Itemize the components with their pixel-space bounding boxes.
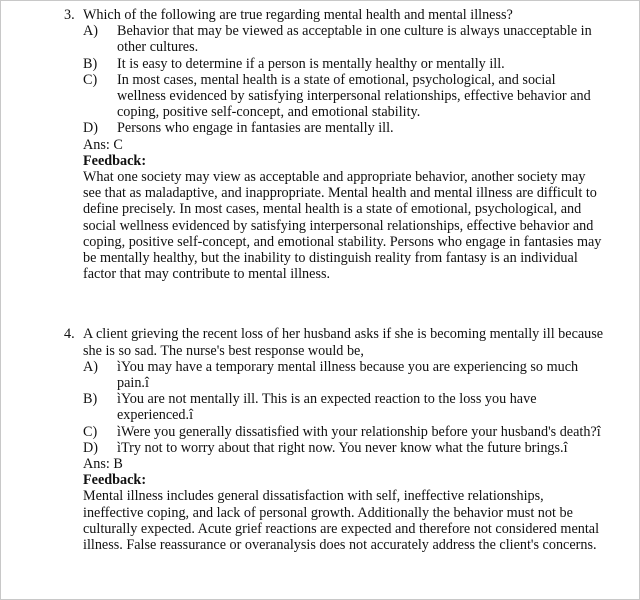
option-letter: C) bbox=[83, 71, 98, 88]
option-d bbox=[83, 440, 604, 456]
option-letter: B) bbox=[83, 391, 98, 408]
option-letter: D) bbox=[83, 120, 98, 137]
option-text: Behavior that may be viewed as acceptable in one culture is always unacceptable in other cultures. bbox=[117, 23, 592, 56]
option-text: ìYou may have a temporary mental illness because you are experiencing so much pain.î bbox=[117, 358, 579, 392]
answer-options bbox=[83, 23, 604, 136]
option-text: It is easy to determine if a person is mentally healthy or mentally ill. bbox=[117, 55, 505, 72]
option-text: ìTry not to worry about that right now. You never know what the future brings.î bbox=[117, 439, 568, 456]
option-letter: B) bbox=[83, 55, 98, 72]
option-b bbox=[83, 391, 604, 423]
question-stem bbox=[64, 326, 604, 358]
option-text: ìYou are not mentally ill. This is an expected reaction to the loss you have experienced.î bbox=[117, 391, 537, 424]
document-content bbox=[64, 7, 604, 553]
option-d bbox=[83, 120, 604, 136]
answer-key: Ans: C bbox=[83, 136, 123, 153]
option-a bbox=[83, 359, 604, 391]
option-letter: C) bbox=[83, 423, 98, 440]
option-text: ìWere you generally dissatisfied with your relationship before your husband's death?î bbox=[117, 423, 601, 440]
option-letter: D) bbox=[83, 439, 98, 456]
question-number: 4. bbox=[64, 326, 75, 343]
option-b bbox=[83, 56, 604, 72]
option-a bbox=[83, 23, 604, 55]
question-stem bbox=[64, 7, 604, 23]
question-text: A client grieving the recent loss of her husband asks if she is becoming mentally ill because she is so sad. The nurse's best response would be, bbox=[83, 326, 604, 359]
question-text: Which of the following are true regarding mental health and mental illness? bbox=[83, 7, 513, 23]
feedback-text: What one society may view as acceptable and appropriate behavior, another society may see that as maladaptive, and inappropriate. Mental health and mental illness are difficult to define precisely. In most cases, mental health is a state of emotional, psychological, and social wellness evidenced by satisfying interpersonal relationships, effective behavior and coping, positive self-concept, and emotional stability. Persons who engage in fantasies may be mentally healthy, but the inability to distinguish reality from fantasy is an individual factor that may contribute to mental illness. bbox=[83, 169, 602, 283]
option-letter: A) bbox=[83, 23, 98, 40]
question-3 bbox=[64, 7, 604, 282]
answer-key: Ans: B bbox=[83, 456, 123, 473]
option-c bbox=[83, 72, 604, 121]
answer-options bbox=[83, 359, 604, 456]
feedback-text: Mental illness includes general dissatisfaction with self, ineffective relationships, ineffective coping, and lack of personal growth. Additionally the behavior must not be culturally expected. Acute grief reactions are expected and therefore not considered mental illness. False reassurance or overanalysis does not accurately address the client's concerns. bbox=[83, 488, 600, 554]
question-number: 3. bbox=[64, 7, 75, 23]
option-text: Persons who engage in fantasies are mentally ill. bbox=[117, 120, 394, 137]
option-letter: A) bbox=[83, 358, 98, 375]
question-4 bbox=[64, 326, 604, 553]
feedback-label: Feedback: bbox=[83, 472, 147, 489]
feedback-label: Feedback: bbox=[83, 152, 147, 169]
option-c bbox=[83, 424, 604, 440]
option-text: In most cases, mental health is a state of emotional, psychological, and social wellness evidenced by satisfying interpersonal relationships, effective behavior and coping, positive self-concept, and emotional stability. bbox=[117, 71, 591, 121]
